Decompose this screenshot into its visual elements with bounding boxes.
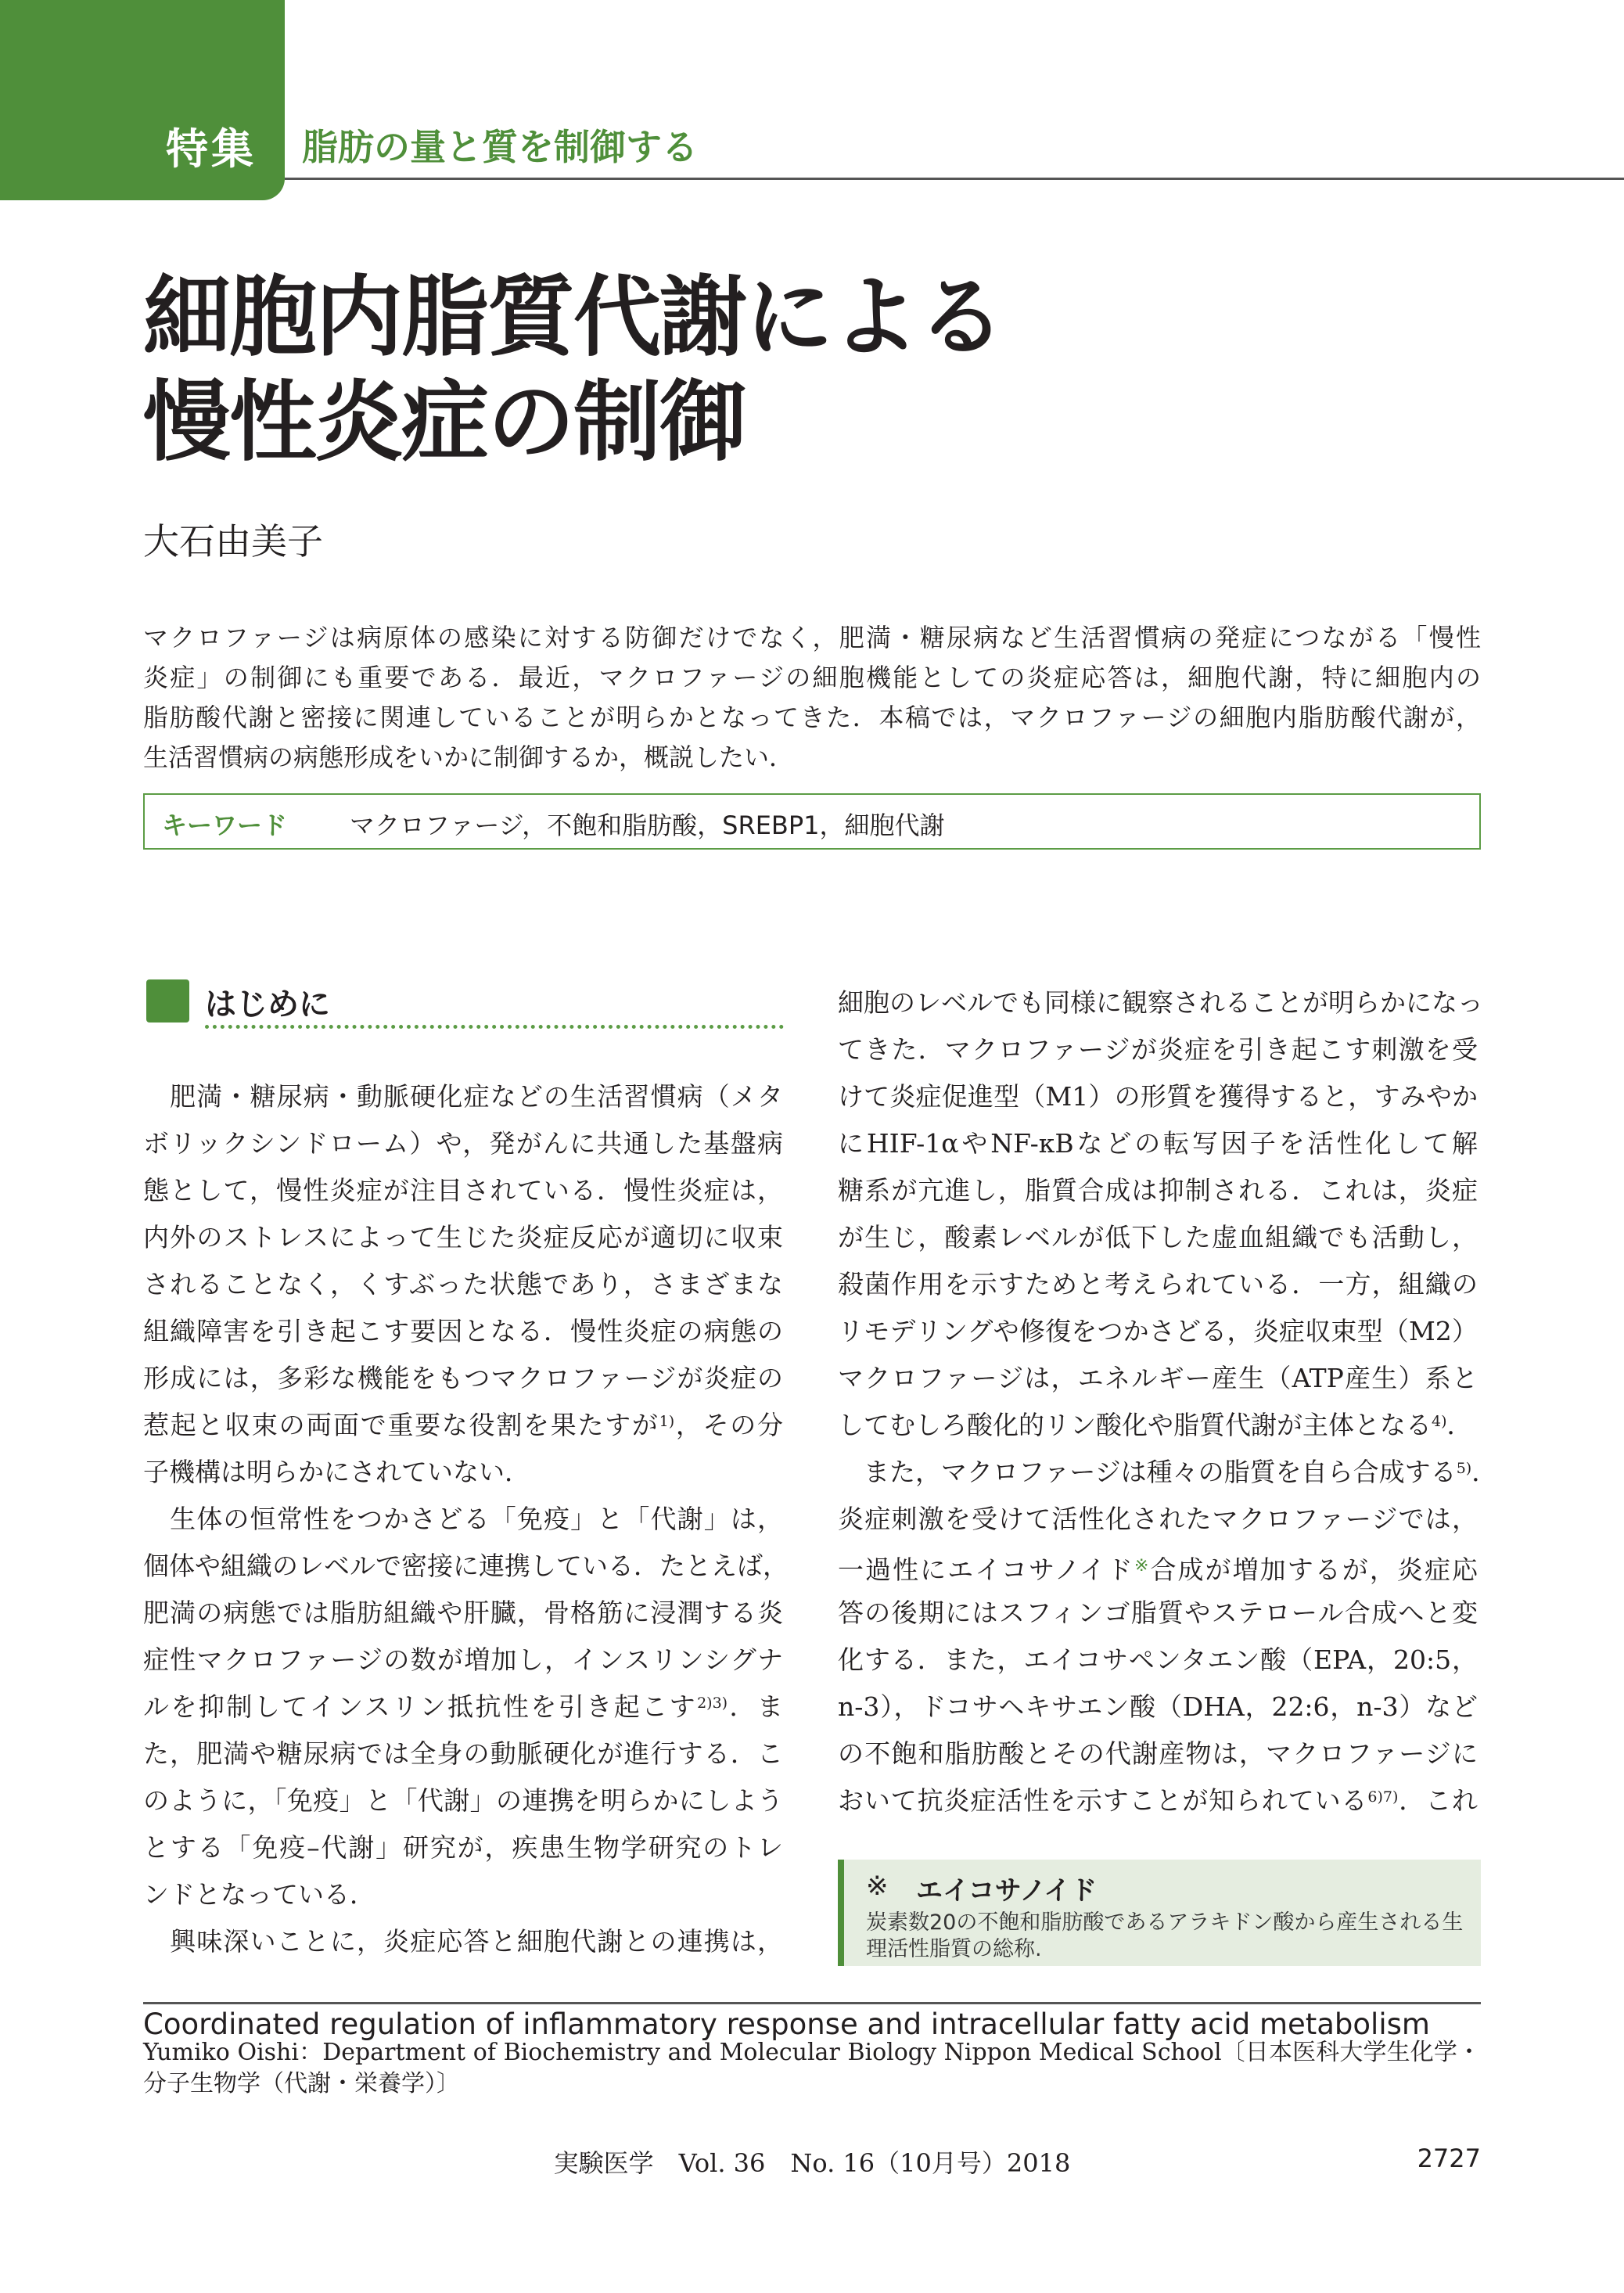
citation-ref: 6)7)	[1367, 1788, 1399, 1806]
body-text: の不飽和脂肪酸とその代謝産物は，マクロファージに	[838, 1738, 1478, 1769]
body-text: ．	[1471, 1457, 1498, 1487]
citation-ref: 5)	[1456, 1460, 1472, 1477]
body-line	[838, 1026, 1478, 1073]
body-line	[143, 1543, 789, 1590]
note-body: 炭素数20の不飽和脂肪酸であるアラキドン酸から産生される生理活性脂質の総称.	[866, 1910, 1464, 1961]
body-line	[838, 1731, 1478, 1777]
body-text: ．これ	[1398, 1785, 1478, 1816]
body-text: 子機構は明らかにされていない．	[143, 1457, 530, 1487]
body-text: リモデリングや修復をつかさどる，炎症収束型（M2）	[838, 1316, 1478, 1346]
body-text: マクロファージは，エネルギー産生（ATP産生）系と	[838, 1363, 1478, 1393]
body-line	[838, 1120, 1478, 1167]
body-text: にHIF-1αやNF-κBなどの転写因子を活性化して解	[838, 1128, 1478, 1159]
body-line	[838, 1637, 1478, 1684]
body-line	[838, 1073, 1478, 1120]
body-line	[143, 1918, 783, 1965]
body-text: ．	[1446, 1410, 1473, 1440]
body-text: してむしろ酸化的リン酸化や脂質代謝が主体となる	[838, 1410, 1432, 1440]
note-ref-mark: ※	[1134, 1556, 1151, 1576]
body-line	[143, 1402, 783, 1449]
body-line	[838, 1402, 1478, 1449]
body-line	[143, 1167, 783, 1214]
body-text: けて炎症促進型（M1）の形質を獲得すると，すみやか	[838, 1081, 1478, 1112]
body-line	[143, 1684, 783, 1731]
body-line	[143, 1496, 783, 1543]
body-text: ，その分	[674, 1410, 784, 1440]
body-text: ルを抑制してインスリン抵抗性を引き起こす	[143, 1691, 698, 1722]
body-text: 症性マクロファージの数が増加し，インスリンシグナ	[143, 1644, 783, 1675]
body-text: 殺菌作用を示すためと考えられている．一方，組織の	[838, 1269, 1478, 1299]
body-line	[838, 1449, 1498, 1496]
body-line	[838, 1214, 1478, 1261]
body-line	[143, 1261, 783, 1308]
body-line	[143, 1355, 783, 1402]
glossary-note	[838, 1860, 1481, 1966]
body-text: 合成が増加するが，炎症応	[1150, 1554, 1478, 1585]
body-text: 糖系が亢進し，脂質合成は抑制される．これは，炎症	[838, 1175, 1478, 1206]
keywords-list: マクロファージ，不飽和脂肪酸，SREBP1，細胞代謝	[350, 810, 945, 840]
body-text: 組織障害を引き起こす要因となる．慢性炎症の病態の	[143, 1316, 783, 1346]
body-text: 態として，慢性炎症が注目されている．慢性炎症は，	[143, 1175, 783, 1206]
body-column-right	[838, 979, 1498, 1824]
body-text: 形成には，多彩な機能をもつマクロファージが炎症の	[143, 1363, 783, 1393]
series-title: 脂肪の量と質を制御する	[302, 126, 698, 168]
note-mark: ※	[866, 1871, 889, 1902]
body-text: とする「免疫–代謝」研究が，疾患生物学研究のトレ	[143, 1832, 783, 1863]
body-line	[143, 1637, 783, 1684]
article-title-line-2: 慢性炎症の制御	[143, 372, 746, 473]
english-title: Coordinated regulation of inflammatory response and intracellular fatty acid metabolism	[143, 2007, 1430, 2041]
note-title: エイコサノイド	[916, 1875, 1098, 1907]
body-text: 細胞のレベルでも同様に観察されることが明らかになっ	[838, 987, 1483, 1018]
body-line	[143, 1214, 783, 1261]
section-dotted-rule	[205, 1025, 784, 1029]
body-line	[143, 1308, 783, 1355]
abstract-line: 脂肪酸代謝と密接に関連していることが明らかとなってきた．本稿では，マクロファージの細胞内脂肪酸代謝が，	[143, 703, 1481, 732]
abstract-line: 生活習慣病の病態形成をいかに制御するか，概説したい．	[143, 742, 795, 772]
body-text: 興味深いことに，炎症応答と細胞代謝との連携は，	[143, 1926, 783, 1957]
body-text: のように，「免疫」と「代謝」の連携を明らかにしよう	[143, 1785, 783, 1816]
body-text: 肥満の病態では脂肪組織や肝臓，骨格筋に浸潤する炎	[143, 1598, 783, 1628]
section-heading: はじめに	[205, 987, 330, 1023]
footer-rule	[143, 2002, 1481, 2004]
body-line	[143, 1731, 783, 1777]
body-text: 肥満・糖尿病・動脈硬化症などの生活習慣病（メタ	[143, 1081, 783, 1112]
body-line	[838, 979, 1483, 1026]
body-column-left	[143, 1073, 789, 1965]
feature-label: 特集	[166, 124, 257, 174]
body-line	[143, 1871, 783, 1918]
body-line	[838, 1684, 1478, 1731]
body-text: 答の後期にはスフィンゴ脂質やステロール合成へと変	[838, 1598, 1478, 1628]
abstract-line: マクロファージは病原体の感染に対する防御だけでなく，肥満・糖尿病など生活習慣病の発症につながる「慢性	[143, 623, 1481, 652]
abstract-line: 炎症」の制御にも重要である．最近，マクロファージの細胞機能としての炎症応答は，細胞代謝，特に細胞内の	[143, 663, 1481, 692]
body-line	[838, 1167, 1478, 1214]
section-marker-icon	[146, 979, 189, 1023]
keywords-label: キーワード	[162, 810, 288, 840]
body-text: されることなく，くすぶった状態であり，さまざまな	[143, 1269, 783, 1299]
body-line	[838, 1777, 1478, 1824]
body-text: 化する．また，エイコサペンタエン酸（EPA，20:5，	[838, 1644, 1478, 1675]
body-line	[143, 1824, 783, 1871]
abstract	[143, 618, 1481, 778]
body-text: が生じ，酸素レベルが低下した虚血組織でも活動し，	[838, 1222, 1478, 1253]
page-number: 2727	[1417, 2144, 1481, 2173]
body-text: 個体や組織のレベルで密接に連携している．たとえば，	[143, 1551, 789, 1581]
body-line	[143, 1120, 783, 1167]
body-text: ンドとなっている．	[143, 1879, 375, 1910]
citation-ref: 1)	[659, 1413, 675, 1430]
body-text: 炎症刺激を受けて活性化されたマクロファージでは，	[838, 1504, 1478, 1534]
body-line	[143, 1777, 783, 1824]
body-line	[838, 1543, 1478, 1590]
body-text: ．ま	[728, 1691, 783, 1722]
body-text: てきた．マクロファージが炎症を引き起こす刺激を受	[838, 1034, 1478, 1065]
body-line	[838, 1261, 1478, 1308]
body-line	[143, 1590, 783, 1637]
body-text: また，マクロファージは種々の脂質を自ら合成する	[838, 1457, 1457, 1487]
keywords-box	[143, 793, 1481, 850]
body-line	[838, 1355, 1478, 1402]
citation-ref: 4)	[1432, 1413, 1447, 1430]
author-affiliation: Yumiko Oishi：Department of Biochemistry and Molecular Biology Nippon Medical School〔日本医科大学生化学・分子生物学（代謝・栄養学）〕	[143, 2039, 1481, 2097]
body-text: n-3），ドコサヘキサエン酸（DHA，22:6，n-3）など	[838, 1691, 1478, 1722]
journal-citation: 実験医学 Vol. 36 No. 16（10月号）2018	[553, 2148, 1071, 2178]
body-line	[838, 1590, 1478, 1637]
body-text: 生体の恒常性をつかさどる「免疫」と「代謝」は，	[143, 1504, 783, 1534]
body-line	[143, 1449, 783, 1496]
body-text: おいて抗炎症活性を示すことが知られている	[838, 1785, 1368, 1816]
article-title-line-1: 細胞内脂質代謝による	[143, 267, 1004, 368]
author-name: 大石由美子	[143, 520, 323, 562]
body-line	[143, 1073, 783, 1120]
body-line	[838, 1496, 1478, 1543]
body-text: ボリックシンドローム）や，発がんに共通した基盤病	[143, 1128, 783, 1159]
header-rule	[285, 178, 1624, 180]
citation-ref: 2)3)	[697, 1695, 728, 1712]
body-text: た，肥満や糖尿病では全身の動脈硬化が進行する．こ	[143, 1738, 783, 1769]
body-text: 内外のストレスによって生じた炎症反応が適切に収束	[143, 1222, 783, 1253]
body-text: 惹起と収束の両面で重要な役割を果たすが	[143, 1410, 659, 1440]
body-line	[838, 1308, 1478, 1355]
body-text: 一過性にエイコサノイド	[838, 1554, 1134, 1585]
